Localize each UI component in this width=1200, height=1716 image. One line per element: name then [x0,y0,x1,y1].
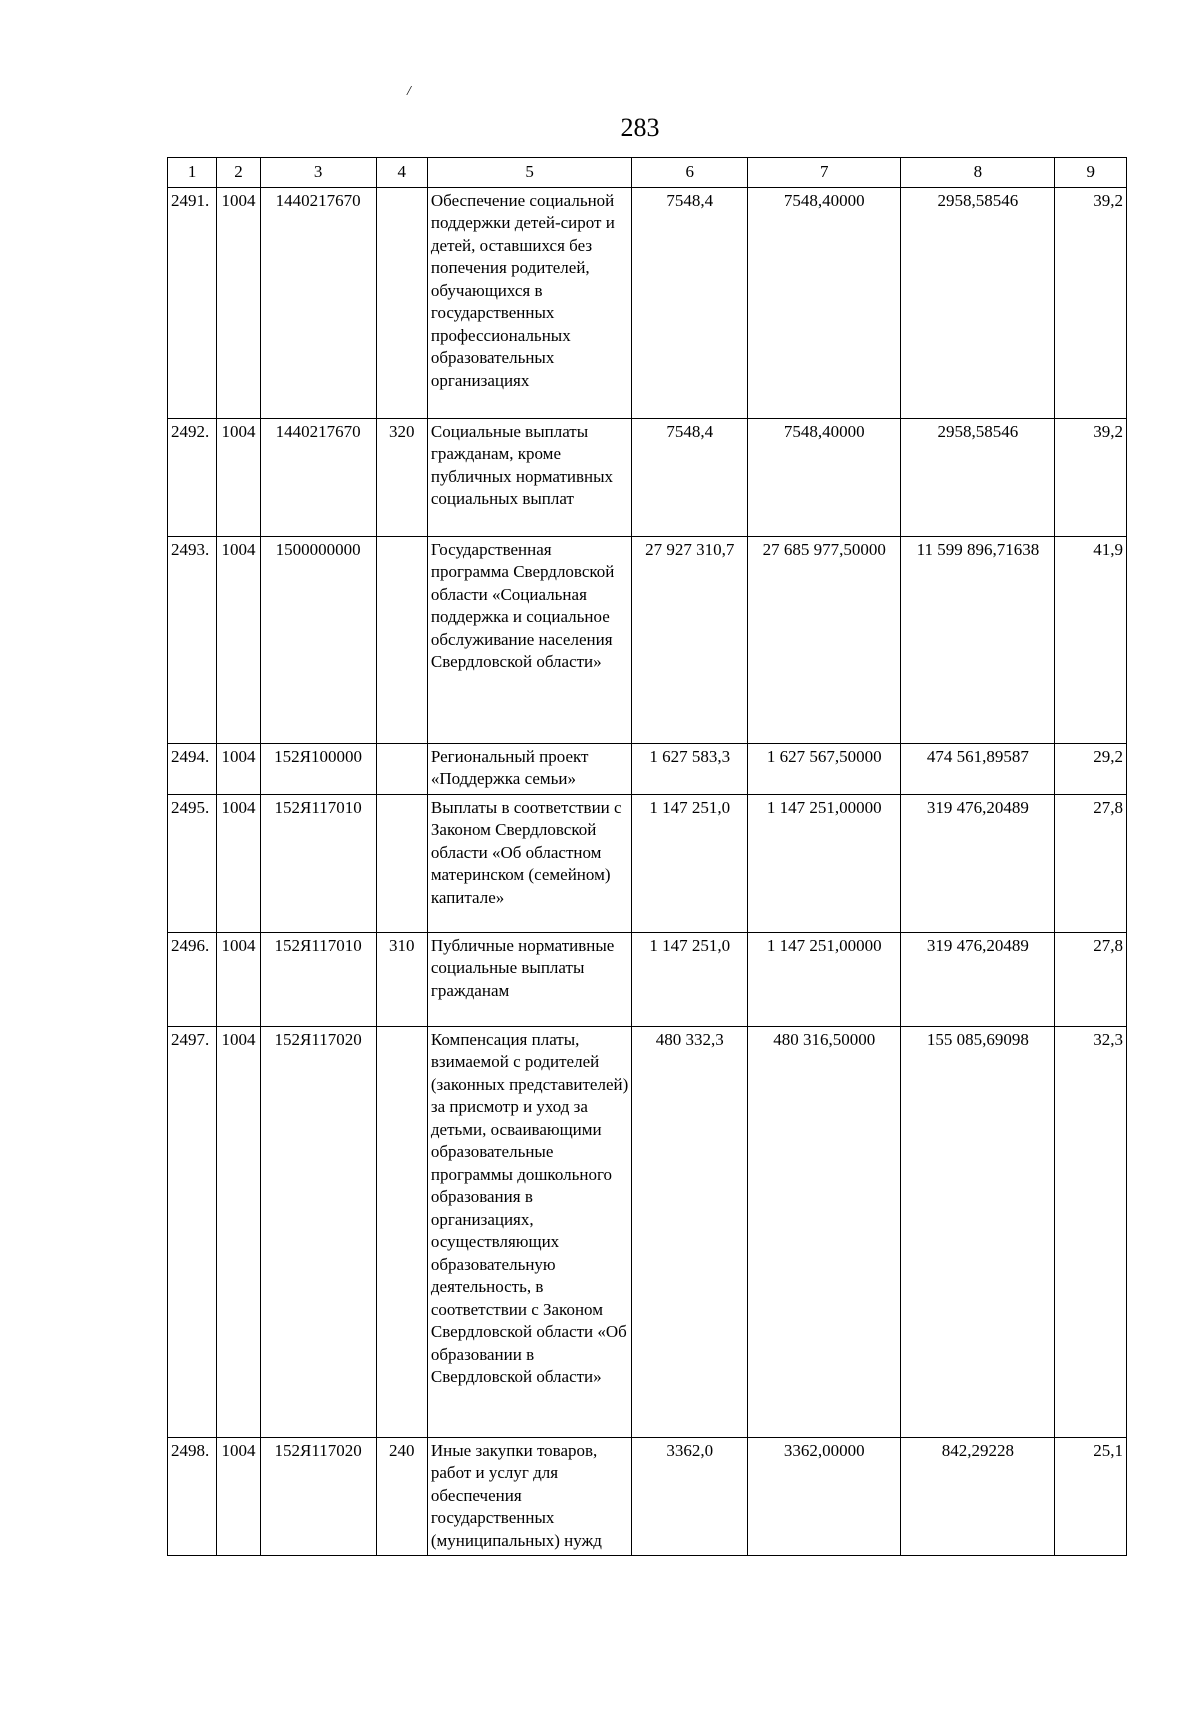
row-number: 2491. [168,187,217,418]
expense-type-code [376,1026,427,1437]
executed-amount: 319 476,20489 [901,932,1055,1026]
page-number: 283 [620,113,660,142]
executed-amount: 2958,58546 [901,187,1055,418]
row-number: 2493. [168,536,217,743]
target-article-code: 152Я100000 [260,743,376,794]
executed-amount: 155 085,69098 [901,1026,1055,1437]
target-article-code: 1500000000 [260,536,376,743]
execution-percent: 27,8 [1055,932,1127,1026]
table-row [168,187,1127,418]
planned-amount: 1 147 251,0 [632,932,748,1026]
planned-amount: 3362,0 [632,1437,748,1555]
section-code: 1004 [217,743,260,794]
item-name: Обеспечение социальной поддержки детей-сирот и детей, оставшихся без попечения родителей, обучающихся в государственных профессиональных образовательных организациях [427,187,631,418]
expense-type-code: 310 [376,932,427,1026]
section-code: 1004 [217,187,260,418]
planned-amount: 1 147 251,0 [632,794,748,932]
header-cell-4: 4 [376,158,427,188]
execution-percent: 39,2 [1055,187,1127,418]
execution-percent: 25,1 [1055,1437,1127,1555]
table-row [168,794,1127,932]
planned-amount: 1 627 583,3 [632,743,748,794]
section-code: 1004 [217,1437,260,1555]
stray-pen-mark: / [407,84,411,99]
expense-type-code: 320 [376,418,427,536]
header-cell-2: 2 [217,158,260,188]
row-number: 2496. [168,932,217,1026]
target-article-code: 1440217670 [260,187,376,418]
budget-allocation: 3362,00000 [748,1437,901,1555]
section-code: 1004 [217,418,260,536]
header-cell-3: 3 [260,158,376,188]
header-row [168,158,1127,188]
section-code: 1004 [217,932,260,1026]
target-article-code: 1440217670 [260,418,376,536]
table-row [168,1026,1127,1437]
item-name: Выплаты в соответствии с Законом Свердловской области «Об областном материнском (семейном) капитале» [427,794,631,932]
budget-allocation: 7548,40000 [748,187,901,418]
header-cell-7: 7 [748,158,901,188]
execution-percent: 39,2 [1055,418,1127,536]
header-cell-1: 1 [168,158,217,188]
row-number: 2497. [168,1026,217,1437]
planned-amount: 27 927 310,7 [632,536,748,743]
section-code: 1004 [217,1026,260,1437]
budget-allocation: 27 685 977,50000 [748,536,901,743]
executed-amount: 842,29228 [901,1437,1055,1555]
item-name: Компенсация платы, взимаемой с родителей (законных представителей) за присмотр и уход за детьми, осваивающими образовательные программы дошкольного образования в организациях, осуществляющих образовательную деятельность, в соответствии с Законом Свердловской области «Об образовании в Свердловской области» [427,1026,631,1437]
executed-amount: 474 561,89587 [901,743,1055,794]
table-row [168,536,1127,743]
planned-amount: 7548,4 [632,418,748,536]
table-row [168,1437,1127,1555]
executed-amount: 11 599 896,71638 [901,536,1055,743]
planned-amount: 480 332,3 [632,1026,748,1437]
item-name: Региональный проект «Поддержка семьи» [427,743,631,794]
execution-percent: 29,2 [1055,743,1127,794]
row-number: 2494. [168,743,217,794]
expense-type-code [376,536,427,743]
header-cell-9: 9 [1055,158,1127,188]
target-article-code: 152Я117010 [260,794,376,932]
table-row [168,743,1127,794]
execution-percent: 41,9 [1055,536,1127,743]
expense-type-code: 240 [376,1437,427,1555]
item-name: Государственная программа Свердловской области «Социальная поддержка и социальное обслуживание населения Свердловской области» [427,536,631,743]
budget-allocation: 1 147 251,00000 [748,932,901,1026]
target-article-code: 152Я117010 [260,932,376,1026]
item-name: Социальные выплаты гражданам, кроме публичных нормативных социальных выплат [427,418,631,536]
target-article-code: 152Я117020 [260,1026,376,1437]
execution-percent: 27,8 [1055,794,1127,932]
table-row [168,418,1127,536]
planned-amount: 7548,4 [632,187,748,418]
executed-amount: 2958,58546 [901,418,1055,536]
expense-type-code [376,794,427,932]
budget-allocation: 480 316,50000 [748,1026,901,1437]
item-name: Иные закупки товаров, работ и услуг для обеспечения государственных (муниципальных) нужд [427,1437,631,1555]
execution-percent: 32,3 [1055,1026,1127,1437]
expense-type-code [376,187,427,418]
section-code: 1004 [217,794,260,932]
row-number: 2492. [168,418,217,536]
section-code: 1004 [217,536,260,743]
header-cell-8: 8 [901,158,1055,188]
executed-amount: 319 476,20489 [901,794,1055,932]
row-number: 2495. [168,794,217,932]
budget-allocation: 1 147 251,00000 [748,794,901,932]
item-name: Публичные нормативные социальные выплаты гражданам [427,932,631,1026]
row-number: 2498. [168,1437,217,1555]
budget-allocation: 1 627 567,50000 [748,743,901,794]
expense-type-code [376,743,427,794]
header-cell-5: 5 [427,158,631,188]
table-row [168,932,1127,1026]
header-cell-6: 6 [632,158,748,188]
budget-table [167,157,1127,1556]
target-article-code: 152Я117020 [260,1437,376,1555]
budget-allocation: 7548,40000 [748,418,901,536]
